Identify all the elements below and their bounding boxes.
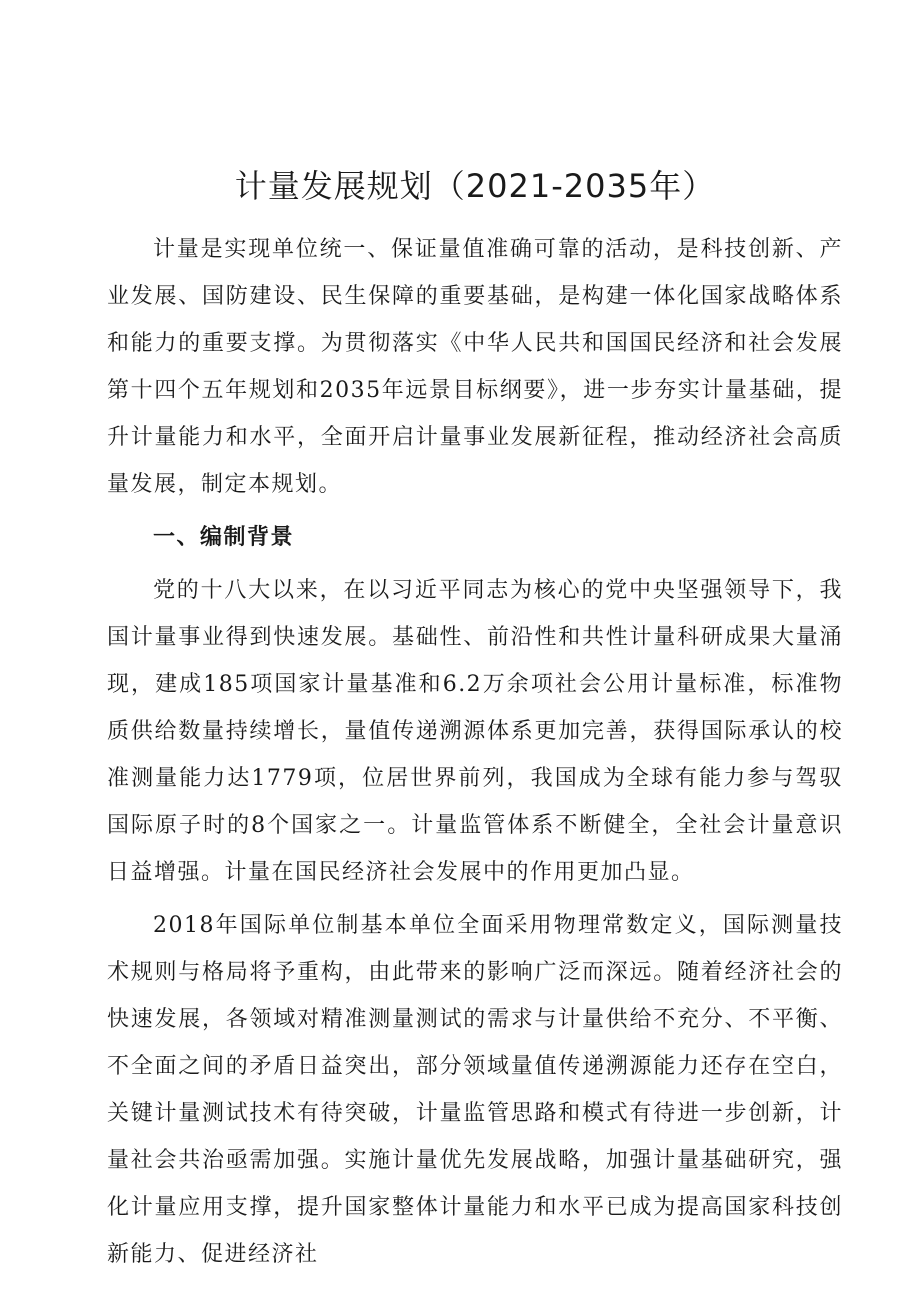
body-paragraph-2: 2018年国际单位制基本单位全面采用物理常数定义，国际测量技术规则与格局将予重构，由此带来的影响广泛而深远。随着经济社会的快速发展，各领域对精准测量测试的需求与计量供给不充分、不平衡、不全面之间的矛盾日益突出，部分领域量值传递溯源能力还存在空白，关键计量测试技术有待突破，计量监管思路和模式有待进一步创新，计量社会共治亟需加强。实施计量优先发展战略，加强计量基础研究，强化计量应用支撑，提升国家整体计量能力和水平已成为提高国家科技创新能力、促进经济社	[107, 913, 843, 1267]
section-heading: 一、编制背景	[153, 525, 295, 550]
intro-paragraph: 计量是实现单位统一、保证量值准确可靠的活动，是科技创新、产业发展、国防建设、民生保障的重要基础，是构建一体化国家战略体系和能力的重要支撑。为贯彻落实《中华人民共和国国民经济和社会发展第十四个五年规划和2035年远景目标纲要》，进一步夯实计量基础，提升计量能力和水平，全面开启计量事业发展新征程，推动经济社会高质量发展，制定本规划。	[107, 237, 843, 497]
document-page	[107, 150, 843, 1278]
document-title: 计量发展规划（2021-2035年）	[234, 167, 716, 205]
body-paragraph-1: 党的十八大以来，在以习近平同志为核心的党中央坚强领导下，我国计量事业得到快速发展。基础性、前沿性和共性计量科研成果大量涌现，建成185项国家计量基准和6.2万余项社会公用计量标准，标准物质供给数量持续增长，量值传递溯源体系更加完善，获得国际承认的校准测量能力达1779项，位居世界前列，我国成为全球有能力参与驾驭国际原子时的8个国家之一。计量监管体系不断健全，全社会计量意识日益增强。计量在国民经济社会发展中的作用更加凸显。	[107, 578, 843, 885]
